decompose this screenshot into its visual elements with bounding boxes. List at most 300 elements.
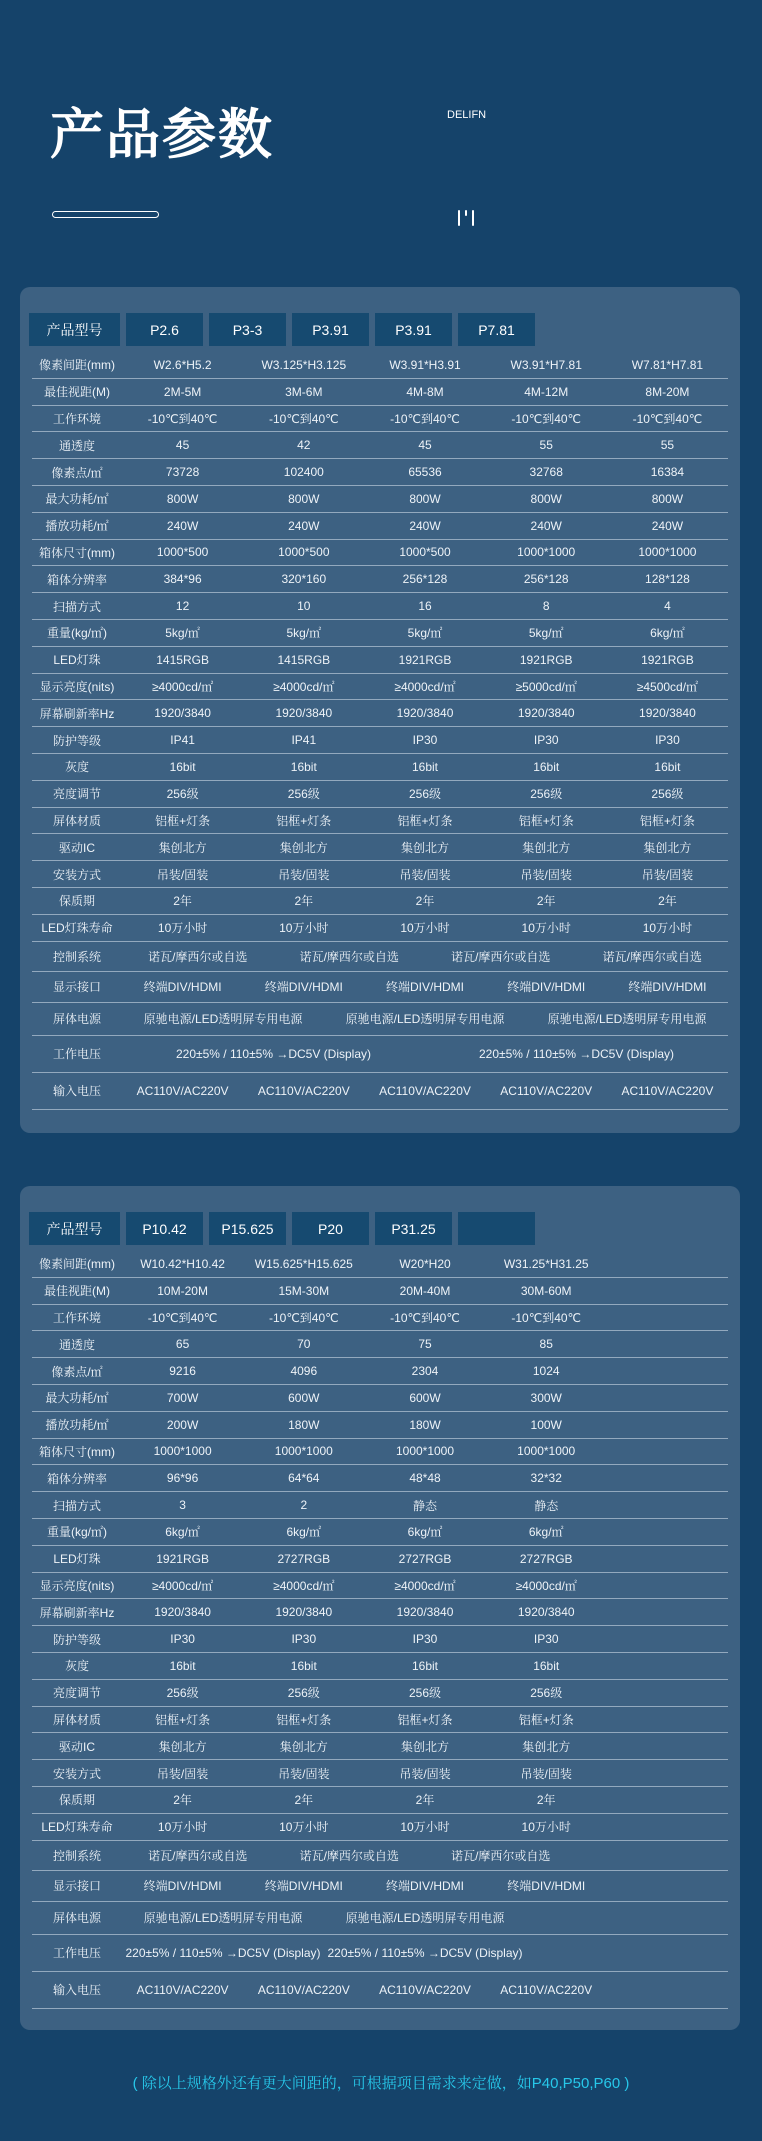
table-row [32, 1841, 728, 1871]
cell-value: 终端DIV/HDMI [507, 1879, 586, 1894]
cell-value: W20*H20 [399, 1256, 451, 1271]
row-label: 像素间距(mm) [39, 1257, 115, 1272]
row-label: 箱体分辨率 [46, 1471, 107, 1486]
table-row [32, 1412, 728, 1439]
cell-value: 1921RGB [398, 652, 452, 667]
cell-value: -10℃到40℃ [390, 1310, 460, 1325]
table-row [32, 1653, 728, 1680]
cell-value: 1920/3840 [154, 1605, 211, 1620]
table-row [32, 700, 728, 727]
row-label: 安装方式 [52, 867, 101, 882]
cell-value: 铝框+灯条 [276, 1712, 332, 1727]
cell-value: AC110V/AC220V [500, 1982, 593, 1997]
cell-value: 原驰电源/LED透明屏专用电源 [143, 1012, 303, 1027]
row-label: 工作电压 [52, 1946, 101, 1961]
cell-value: 10万小时 [157, 921, 208, 936]
cell-value: 1000*1000 [395, 1444, 455, 1459]
footer-note: ( 除以上规格外还有更大间距的，可根据项目需求来定做，如P40,P50,P60 ) [132, 2075, 630, 2092]
table-row [32, 1626, 728, 1653]
table-row [32, 406, 728, 433]
cell-value: 256级 [530, 1686, 563, 1701]
row-label: 显示亮度(nits) [39, 1578, 115, 1593]
table-row [32, 1003, 728, 1036]
cell-value: 10万小时 [400, 921, 450, 936]
table-row [32, 888, 728, 915]
table-row [32, 1814, 728, 1841]
table-row [32, 1599, 728, 1626]
row-label: LED灯珠寿命 [41, 1820, 113, 1835]
cell-value: 55 [539, 438, 553, 453]
cell-value: 集创北方 [401, 840, 450, 855]
cell-value: 256级 [408, 787, 442, 802]
cell-value: 220±5% / 110±5% →DC5V (Display) [125, 1945, 321, 1960]
cell-value: 吊装/固装 [156, 867, 209, 882]
row-label: 像素点/㎡ [51, 1364, 103, 1379]
table-row [32, 1331, 728, 1358]
model-header: P7.81 [458, 313, 535, 346]
cell-value: 3 [179, 1498, 186, 1513]
cell-value: 4M-12M [524, 384, 569, 399]
cell-value: 256级 [408, 1686, 442, 1701]
row-label: 亮度调节 [52, 1686, 101, 1701]
cell-value: W3.91*H3.91 [389, 357, 461, 372]
cell-value: W7.81*H7.81 [631, 357, 704, 372]
row-label: LED灯珠 [53, 653, 101, 668]
cell-value: 吊装/固装 [399, 1766, 451, 1781]
cell-value: 10万小时 [279, 1820, 329, 1835]
table-row [32, 861, 728, 888]
table-row [32, 808, 728, 835]
cell-value: IP30 [412, 1632, 438, 1647]
row-label: 保质期 [58, 894, 95, 909]
cell-value: W10.42*H10.42 [140, 1256, 225, 1271]
cell-value: 600W [288, 1390, 320, 1405]
cell-value: 16bit [290, 1658, 317, 1673]
bars-icon [458, 210, 474, 226]
cell-value: 1000*1000 [638, 545, 697, 560]
cell-value: 180W [409, 1417, 441, 1432]
table-row [32, 1935, 728, 1972]
cell-value: 集创北方 [401, 1739, 450, 1754]
row-label: 安装方式 [52, 1766, 101, 1781]
cell-value: 2M-5M [163, 384, 202, 399]
cell-value: IP30 [655, 733, 680, 748]
row-label: 箱体分辨率 [46, 572, 107, 587]
cell-value: 240W [288, 518, 320, 533]
row-label: 播放功耗/㎡ [45, 519, 109, 534]
cell-value: 1920/3840 [396, 1605, 454, 1620]
cell-value: 铝框+灯条 [155, 813, 211, 828]
cell-value: 600W [409, 1390, 441, 1405]
cell-value: 诺瓦/摩西尔或自选 [451, 1848, 551, 1863]
cell-value: 吊装/固装 [156, 1766, 209, 1781]
cell-value: 16bit [169, 759, 196, 774]
row-label: 屏体电源 [52, 1012, 101, 1027]
cell-value: -10℃到40℃ [511, 1310, 582, 1325]
table-row [32, 834, 728, 861]
cell-value: 铝框+灯条 [639, 813, 695, 828]
table-row [32, 1465, 728, 1492]
cell-value: ≥4000cd/㎡ [394, 1578, 456, 1593]
row-label: 箱体尺寸(mm) [39, 545, 115, 560]
row-label: 防护等级 [52, 733, 101, 748]
cell-value: 诺瓦/摩西尔或自选 [451, 949, 551, 964]
cell-value: 2年 [536, 894, 556, 909]
cell-value: 10万小时 [157, 1820, 208, 1835]
cell-value: 800W [651, 491, 684, 506]
row-label: 显示亮度(nits) [39, 679, 115, 694]
row-label: 工作环境 [52, 1310, 101, 1325]
cell-value: 集创北方 [522, 1739, 571, 1754]
model-header: P3-3 [209, 313, 286, 346]
row-label: 重量(kg/㎡) [46, 1525, 107, 1540]
cell-value: 256级 [287, 1686, 320, 1701]
cell-value: 64*64 [288, 1471, 320, 1486]
cell-value: 吊装/固装 [520, 867, 572, 882]
cell-value: IP30 [412, 733, 438, 748]
cell-value: 1415RGB [277, 652, 331, 667]
cell-value: 128*128 [645, 572, 690, 587]
cell-value: 吊装/固装 [641, 867, 694, 882]
table-row [32, 915, 728, 942]
cell-value: 10万小时 [400, 1820, 450, 1835]
cell-value: 6kg/㎡ [650, 626, 685, 641]
row-label: 重量(kg/㎡) [46, 626, 107, 641]
cell-value: 1000*1000 [517, 545, 576, 560]
cell-value: 384*96 [163, 572, 202, 587]
cell-value: IP30 [170, 1632, 195, 1647]
table-row [32, 1036, 728, 1073]
cell-value: 16bit [290, 759, 317, 774]
cell-value: 256级 [287, 787, 320, 802]
table-row [32, 379, 728, 406]
row-label: 通透度 [58, 1337, 95, 1352]
cell-value: 10M-20M [157, 1283, 208, 1298]
cell-value: ≥4000cd/㎡ [515, 1578, 577, 1593]
cell-value: 73728 [165, 465, 200, 480]
cell-value: 2727RGB [277, 1551, 331, 1566]
cell-value: 48*48 [409, 1471, 441, 1486]
cell-value: 256*128 [523, 572, 569, 587]
cell-value: 45 [175, 438, 190, 453]
cell-value: 256级 [166, 1686, 199, 1701]
cell-value: 700W [166, 1390, 199, 1405]
table-row [32, 1573, 728, 1600]
cell-value: 256级 [651, 787, 684, 802]
cell-value: 800W [166, 491, 199, 506]
table-row [32, 352, 728, 379]
row-label: 像素间距(mm) [39, 358, 115, 373]
table-header-row [29, 1212, 535, 1245]
row-label: 保质期 [58, 1793, 95, 1808]
table-row [32, 1358, 728, 1385]
table-row [32, 1787, 728, 1814]
cell-value: -10℃到40℃ [268, 411, 339, 426]
cell-value: 诺瓦/摩西尔或自选 [148, 1848, 248, 1863]
row-label: 箱体尺寸(mm) [39, 1444, 115, 1459]
row-label: 防护等级 [52, 1632, 101, 1647]
cell-value: 4 [664, 599, 671, 614]
table-row [32, 1278, 728, 1305]
row-label: 输入电压 [52, 1084, 101, 1099]
cell-value: ≥4000cd/㎡ [151, 1578, 214, 1593]
cell-value: AC110V/AC220V [500, 1083, 593, 1098]
cell-value: 16bit [654, 759, 681, 774]
cell-value: 1920/3840 [639, 706, 696, 721]
header-label: 产品型号 [29, 313, 120, 346]
cell-value: AC110V/AC220V [257, 1083, 350, 1098]
cell-value: ≥5000cd/㎡ [515, 679, 577, 694]
table-row [32, 674, 728, 701]
model-header: P15.625 [209, 1212, 286, 1245]
cell-value: 75 [418, 1337, 432, 1352]
cell-value: 16bit [411, 1658, 439, 1673]
cell-value: 1920/3840 [275, 706, 333, 721]
cell-value: 2年 [173, 1793, 192, 1808]
cell-value: 2年 [173, 894, 192, 909]
cell-value: 静态 [413, 1498, 438, 1513]
cell-value: -10℃到40℃ [511, 411, 582, 426]
cell-value: 30M-60M [520, 1283, 572, 1298]
row-label: 播放功耗/㎡ [45, 1418, 109, 1433]
row-label: 工作环境 [52, 411, 101, 426]
cell-value: 铝框+灯条 [518, 1712, 574, 1727]
cell-value: 9216 [169, 1364, 196, 1379]
table-row [32, 432, 728, 459]
cell-value: 吊装/固装 [520, 1766, 572, 1781]
cell-value: 集创北方 [643, 840, 692, 855]
cell-value: 2 [300, 1498, 308, 1513]
cell-value: 1000*500 [278, 545, 330, 560]
cell-value: 1000*1000 [517, 1444, 576, 1459]
cell-value: 55 [660, 438, 675, 453]
cell-value: 8M-20M [645, 384, 690, 399]
cell-value: 300W [530, 1390, 562, 1405]
cell-value: 100W [530, 1417, 562, 1432]
table-row [32, 1871, 728, 1902]
table-row [32, 593, 728, 620]
cell-value: W15.625*H15.625 [254, 1256, 353, 1271]
row-label: 屏体材质 [52, 813, 101, 828]
cell-value: 1000*500 [399, 545, 451, 560]
cell-value: -10℃到40℃ [390, 411, 460, 426]
cell-value: 5kg/㎡ [165, 626, 200, 641]
cell-value: 集创北方 [158, 1739, 207, 1754]
cell-value: 2727RGB [398, 1551, 452, 1566]
cell-value: 1920/3840 [396, 706, 454, 721]
table-row [32, 1251, 728, 1278]
table-row [32, 620, 728, 647]
cell-value: 静态 [534, 1498, 559, 1513]
spec-table-1 [20, 287, 740, 1133]
cell-value: 1920/3840 [154, 706, 211, 721]
decorative-line [52, 211, 159, 218]
cell-value: 5kg/㎡ [528, 626, 564, 641]
cell-value: 16bit [533, 1658, 560, 1673]
table-row [32, 1519, 728, 1546]
cell-value: 1921RGB [519, 652, 573, 667]
cell-value: 原驰电源/LED透明屏专用电源 [547, 1012, 707, 1027]
row-label: 驱动IC [58, 1739, 95, 1754]
cell-value: 集创北方 [158, 840, 207, 855]
cell-value: 诺瓦/摩西尔或自选 [602, 949, 702, 964]
cell-value: 16384 [650, 465, 685, 480]
row-label: 驱动IC [58, 840, 95, 855]
cell-value: 1921RGB [156, 1551, 209, 1566]
cell-value: 终端DIV/HDMI [143, 1879, 222, 1894]
table-row [32, 972, 728, 1003]
model-header: P3.91 [375, 313, 452, 346]
row-label: 输入电压 [52, 1983, 101, 1998]
row-label: 最佳视距(M) [44, 385, 110, 400]
cell-value: 5kg/㎡ [407, 626, 443, 641]
cell-value: AC110V/AC220V [136, 1982, 229, 1997]
table-row [32, 727, 728, 754]
table-row [32, 647, 728, 674]
row-label: 屏幕刷新率Hz [39, 706, 115, 721]
model-header [458, 1212, 535, 1245]
cell-value: IP30 [291, 1632, 317, 1647]
cell-value: 220±5% / 110±5% →DC5V (Display) [175, 1046, 372, 1061]
cell-value: 铝框+灯条 [518, 813, 574, 828]
cell-value: 16bit [533, 759, 560, 774]
cell-value: AC110V/AC220V [379, 1982, 471, 1997]
row-label: 控制系统 [52, 1848, 101, 1863]
cell-value: 10万小时 [279, 921, 329, 936]
row-label: 最大功耗/㎡ [45, 492, 109, 507]
cell-value: AC110V/AC220V [257, 1982, 350, 1997]
cell-value: 10万小时 [521, 1820, 571, 1835]
row-label: 屏幕刷新率Hz [39, 1605, 115, 1620]
row-label: 灰度 [64, 1659, 89, 1674]
cell-value: AC110V/AC220V [621, 1083, 714, 1098]
cell-value: 240W [166, 518, 199, 533]
row-label: LED灯珠 [53, 1552, 101, 1567]
cell-value: 1920/3840 [517, 1605, 575, 1620]
cell-value: 256*128 [402, 572, 448, 587]
table-row [32, 1439, 728, 1466]
cell-value: 16bit [169, 1658, 196, 1673]
cell-value: 16 [418, 599, 432, 614]
cell-value: 1000*1000 [153, 1444, 212, 1459]
cell-value: 256级 [530, 787, 563, 802]
table-row [32, 1385, 728, 1412]
cell-value: 终端DIV/HDMI [386, 1879, 465, 1894]
cell-value: IP41 [170, 733, 195, 748]
spec-table-2 [20, 1186, 740, 2030]
cell-value: 10万小时 [521, 921, 571, 936]
cell-value: 4096 [290, 1364, 318, 1379]
cell-value: 2年 [415, 1793, 435, 1808]
cell-value: 1921RGB [641, 652, 694, 667]
cell-value: 10 [297, 599, 311, 614]
cell-value: 15M-30M [278, 1283, 330, 1298]
table-row [32, 486, 728, 513]
cell-value: 终端DIV/HDMI [386, 980, 465, 995]
cell-value: 240W [530, 518, 562, 533]
table-body [32, 352, 728, 1110]
row-label: 最大功耗/㎡ [45, 1391, 109, 1406]
table-row [32, 1546, 728, 1573]
model-header: P31.25 [375, 1212, 452, 1245]
cell-value: W3.125*H3.125 [261, 357, 347, 372]
cell-value: 原驰电源/LED透明屏专用电源 [143, 1911, 303, 1926]
cell-value: 2304 [411, 1364, 439, 1379]
cell-value: 70 [297, 1337, 311, 1352]
cell-value: 800W [288, 491, 320, 506]
cell-value: -10℃到40℃ [268, 1310, 339, 1325]
cell-value: 原驰电源/LED透明屏专用电源 [345, 1012, 505, 1027]
model-header: P3.91 [292, 313, 369, 346]
model-header: P2.6 [126, 313, 203, 346]
cell-value: ≥4000cd/㎡ [273, 679, 335, 694]
cell-value: 1920/3840 [517, 706, 575, 721]
cell-value: ≥4000cd/㎡ [151, 679, 214, 694]
table-row [32, 1760, 728, 1787]
row-label: 灰度 [64, 760, 89, 775]
cell-value: 集创北方 [279, 840, 328, 855]
page-title: 产品参数 [50, 105, 274, 165]
cell-value: 终端DIV/HDMI [264, 980, 343, 995]
header-label: 产品型号 [29, 1212, 120, 1245]
table-row [32, 1733, 728, 1760]
cell-value: 铝框+灯条 [397, 813, 453, 828]
cell-value: W31.25*H31.25 [503, 1256, 589, 1271]
cell-value: -10℃到40℃ [147, 1310, 218, 1325]
cell-value: W2.6*H5.2 [153, 357, 212, 372]
cell-value: 诺瓦/摩西尔或自选 [299, 1848, 399, 1863]
cell-value: 45 [418, 438, 432, 453]
cell-value: 96*96 [166, 1471, 199, 1486]
row-label: 屏体材质 [52, 1712, 101, 1727]
table-body [32, 1251, 728, 2009]
cell-value: ≥4000cd/㎡ [273, 1578, 335, 1593]
brand-label: DELIFN [447, 109, 487, 121]
cell-value: 终端DIV/HDMI [143, 980, 222, 995]
cell-value: 4M-8M [406, 384, 444, 399]
cell-value: 铝框+灯条 [155, 1712, 211, 1727]
cell-value: 诺瓦/摩西尔或自选 [148, 949, 248, 964]
cell-value: ≥4500cd/㎡ [636, 679, 699, 694]
cell-value: 85 [539, 1337, 553, 1352]
cell-value: 终端DIV/HDMI [507, 980, 586, 995]
cell-value: 6kg/㎡ [286, 1525, 322, 1540]
cell-value: 2年 [536, 1793, 556, 1808]
row-label: 亮度调节 [52, 787, 101, 802]
cell-value: 吊装/固装 [278, 867, 330, 882]
row-label: 最佳视距(M) [44, 1284, 110, 1299]
cell-value: 240W [409, 518, 441, 533]
row-label: 显示接口 [52, 980, 101, 995]
cell-value: 12 [175, 599, 190, 614]
table-row [32, 540, 728, 567]
cell-value: 220±5% / 110±5% →DC5V (Display) [327, 1945, 523, 1960]
cell-value: 8 [542, 599, 550, 614]
table-row [32, 942, 728, 972]
table-row [32, 459, 728, 486]
cell-value: 终端DIV/HDMI [264, 1879, 343, 1894]
row-label: 像素点/㎡ [51, 465, 103, 480]
cell-value: 102400 [283, 465, 324, 480]
cell-value: 800W [409, 491, 441, 506]
row-label: 屏体电源 [52, 1911, 101, 1926]
table-row [32, 566, 728, 593]
cell-value: 1000*1000 [274, 1444, 333, 1459]
cell-value: 终端DIV/HDMI [628, 980, 707, 995]
cell-value: 集创北方 [279, 1739, 328, 1754]
row-label: 工作电压 [52, 1047, 101, 1062]
table-header-row [29, 313, 535, 346]
